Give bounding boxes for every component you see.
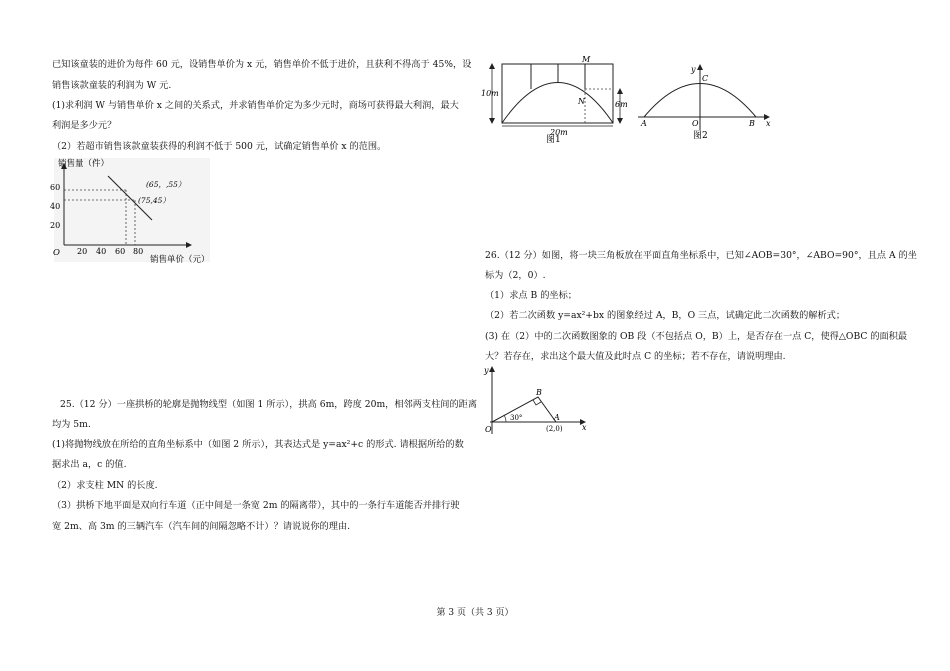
fig2-caption: 图2 bbox=[693, 131, 708, 141]
fig3-o-label: O bbox=[485, 425, 492, 434]
q24-line-1: 已知该童装的进价为每件 60 元，设销售单价为 x 元，销售单价不低于进价，且获利不得高于 45%，设 bbox=[52, 59, 472, 70]
graph-ytick-20: 20 bbox=[50, 221, 61, 230]
q25-line-2: 均为 5m. bbox=[52, 419, 91, 430]
fig3-x-label: x bbox=[582, 423, 587, 432]
fig2-y-label: y bbox=[691, 65, 696, 74]
fig3-y-label: y bbox=[484, 366, 489, 375]
q24-line-2: 销售该款童装的利润为 W 元. bbox=[52, 80, 172, 91]
fig3-coord-label: (2,0) bbox=[546, 425, 563, 433]
graph-xtick-60: 60 bbox=[115, 247, 126, 256]
q25-line-5: （2）求支柱 MN 的长度. bbox=[52, 480, 158, 491]
q25-line-7: 宽 2m、高 3m 的三辆汽车（汽车间的间隔忽略不计）？请说说你的理由. bbox=[52, 521, 351, 532]
fig2-b-label: B bbox=[749, 119, 755, 128]
fig1-height-6m: 6m bbox=[615, 100, 628, 109]
sales-graph bbox=[44, 152, 219, 267]
fig1-height-10m: 10m bbox=[481, 89, 499, 98]
fig1-label-n: N bbox=[578, 97, 585, 106]
q26-line-3: （1）求点 B 的坐标； bbox=[485, 290, 577, 301]
fig2-x-label: x bbox=[766, 119, 771, 128]
q26-line-2: 标为（2，0）. bbox=[485, 270, 546, 281]
fig2-c-label: C bbox=[702, 74, 709, 83]
page-footer: 第 3 页（共 3 页） bbox=[436, 608, 514, 618]
q25-line-6: （3）拱桥下地平面是双向行车道（正中间是一条宽 2m 的隔离带），其中的一条行车道能否并排行驶 bbox=[52, 500, 460, 511]
q24-line-4: 利润是多少元？ bbox=[52, 120, 117, 131]
graph-xtick-20: 20 bbox=[77, 247, 88, 256]
q24-line-5: （2）若超市销售该款童装获得的利润不低于 500 元，试确定销售单价 x 的范围。 bbox=[52, 141, 387, 152]
graph-ylabel: 销售量（件） bbox=[58, 159, 110, 169]
triangle-oba bbox=[492, 397, 556, 422]
fig1-label-m: M bbox=[582, 55, 591, 64]
parabola-figure-2 bbox=[630, 60, 775, 142]
fig3-a-label: A bbox=[554, 413, 560, 422]
q26-line-5: (3) 在（2）中的二次函数图象的 OB 段（不包括点 O，B）上，是否存在一点 C，使得△OBC 的面积最 bbox=[485, 331, 908, 342]
q26-line-4: （2）若二次函数 y=ax²+bx 的图象经过 A，B，O 三点，试确定此二次函数的解析式； bbox=[485, 310, 846, 321]
graph-origin: O bbox=[53, 248, 60, 258]
fig3-b-label: B bbox=[536, 388, 542, 397]
graph-ytick-40: 40 bbox=[50, 202, 61, 211]
graph-point-1: (65，,55） bbox=[146, 180, 186, 189]
graph-xlabel: 销售单价（元） bbox=[150, 255, 210, 265]
q25-line-4: 据求出 a，c 的值. bbox=[52, 459, 127, 470]
graph-xtick-40: 40 bbox=[96, 247, 107, 256]
fig1-caption: 图1 bbox=[546, 135, 561, 144]
fig3-angle-label: 30° bbox=[510, 414, 523, 422]
q25-line-1: 25.（12 分）一座拱桥的轮廓是抛物线型（如图 1 所示），拱高 6m，跨度 20m，相邻两支柱间的距离 bbox=[60, 399, 478, 410]
graph-point-2: (75,45） bbox=[138, 196, 170, 205]
bridge-figure-1 bbox=[478, 52, 628, 144]
q24-line-3: (1)求利润 W 与销售单价 x 之间的关系式，并求销售单价定为多少元时，商场可获得最大利润，最大 bbox=[52, 100, 459, 111]
q25-line-3: (1)将抛物线放在所给的直角坐标系中（如图 2 所示），其表达式是 y=ax²+c 的形式. 请根据所给的数 bbox=[52, 439, 464, 450]
q26-line-1: 26.（12 分）如图，将一块三角板放在平面直角坐标系中，已知∠AOB=30°，∠ABO=90°，且点 A 的坐 bbox=[485, 250, 917, 261]
triangle-figure bbox=[482, 362, 592, 440]
fig2-o-label: O bbox=[692, 119, 699, 128]
fig1-width-20m: 20m bbox=[550, 128, 568, 137]
q26-line-6: 大？若存在，求出这个最大值及此时点 C 的坐标；若不存在，请说明理由. bbox=[485, 351, 786, 362]
graph-ytick-60: 60 bbox=[50, 183, 61, 192]
fig2-a-label: A bbox=[641, 119, 647, 128]
graph-xtick-80: 80 bbox=[133, 247, 144, 256]
